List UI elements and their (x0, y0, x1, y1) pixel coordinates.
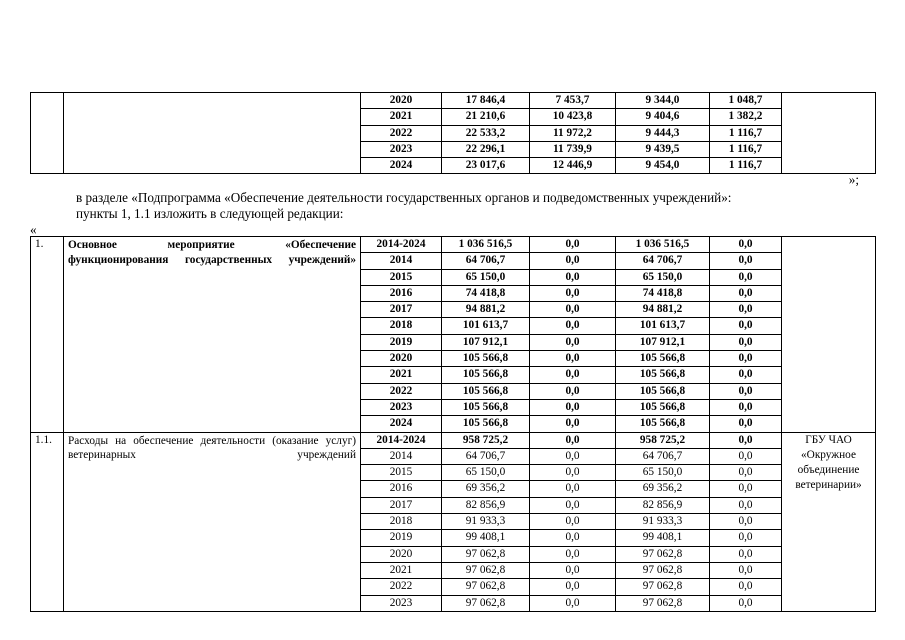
value-cell: 0,0 (530, 497, 616, 513)
value-cell: 97 062,8 (616, 546, 710, 562)
year-cell: 2022 (361, 125, 442, 141)
value-cell: 65 150,0 (442, 465, 530, 481)
value-cell: 105 566,8 (442, 383, 530, 399)
value-cell: 0,0 (710, 285, 782, 301)
value-cell: 105 566,8 (442, 367, 530, 383)
value-cell: 0,0 (530, 514, 616, 530)
value-cell: 105 566,8 (616, 351, 710, 367)
name-cell (64, 93, 361, 174)
value-cell: 0,0 (710, 546, 782, 562)
value-cell: 0,0 (530, 237, 616, 253)
value-cell: 21 210,6 (442, 109, 530, 125)
value-cell: 64 706,7 (442, 448, 530, 464)
value-cell: 99 408,1 (442, 530, 530, 546)
value-cell: 0,0 (710, 318, 782, 334)
value-cell: 10 423,8 (530, 109, 616, 125)
value-cell: 97 062,8 (616, 595, 710, 611)
value-cell: 0,0 (710, 399, 782, 415)
value-cell: 0,0 (710, 383, 782, 399)
value-cell: 0,0 (710, 579, 782, 595)
value-cell: 23 017,6 (442, 158, 530, 174)
value-cell: 0,0 (530, 595, 616, 611)
number-cell (31, 93, 64, 174)
value-cell: 105 566,8 (616, 367, 710, 383)
value-cell: 64 706,7 (442, 253, 530, 269)
responsible-cell (782, 237, 876, 433)
opening-quote: « (30, 222, 37, 237)
value-cell: 12 446,9 (530, 158, 616, 174)
value-cell: 1 048,7 (710, 93, 782, 109)
value-cell: 91 933,3 (616, 514, 710, 530)
year-cell: 2014 (361, 448, 442, 464)
table-row (31, 432, 876, 448)
value-cell: 0,0 (710, 253, 782, 269)
value-cell: 0,0 (530, 465, 616, 481)
value-cell: 0,0 (710, 530, 782, 546)
year-cell: 2023 (361, 141, 442, 157)
value-cell: 0,0 (530, 416, 616, 432)
value-cell: 107 912,1 (616, 334, 710, 350)
items-instruction: пункты 1, 1.1 изложить в следующей редакции: (76, 206, 344, 221)
year-cell: 2022 (361, 383, 442, 399)
value-cell: 0,0 (530, 351, 616, 367)
value-cell: 11 739,9 (530, 141, 616, 157)
year-cell: 2014-2024 (361, 432, 442, 448)
value-cell: 94 881,2 (442, 302, 530, 318)
value-cell: 74 418,8 (616, 285, 710, 301)
item-number: 1. (31, 237, 64, 433)
value-cell: 0,0 (530, 367, 616, 383)
section-instruction: в разделе «Подпрограмма «Обеспечение деятельности государственных органов и подведомственных учреждений»: (76, 190, 732, 205)
value-cell: 0,0 (530, 530, 616, 546)
year-cell: 2015 (361, 465, 442, 481)
value-cell: 0,0 (530, 579, 616, 595)
value-cell: 0,0 (710, 595, 782, 611)
value-cell: 1 036 516,5 (442, 237, 530, 253)
year-cell: 2016 (361, 481, 442, 497)
value-cell: 0,0 (710, 432, 782, 448)
item-name: Основное мероприятие «Обеспечение функционирования государственных учреждений» (64, 237, 361, 433)
value-cell: 91 933,3 (442, 514, 530, 530)
value-cell: 105 566,8 (616, 399, 710, 415)
value-cell: 958 725,2 (616, 432, 710, 448)
value-cell: 65 150,0 (616, 465, 710, 481)
value-cell: 0,0 (530, 562, 616, 578)
value-cell: 105 566,8 (442, 399, 530, 415)
year-cell: 2014 (361, 253, 442, 269)
value-cell: 0,0 (710, 481, 782, 497)
value-cell: 101 613,7 (616, 318, 710, 334)
value-cell: 9 444,3 (616, 125, 710, 141)
value-cell: 105 566,8 (616, 416, 710, 432)
value-cell: 0,0 (530, 334, 616, 350)
value-cell: 9 439,5 (616, 141, 710, 157)
value-cell: 74 418,8 (442, 285, 530, 301)
value-cell: 105 566,8 (616, 383, 710, 399)
value-cell: 65 150,0 (616, 269, 710, 285)
value-cell: 101 613,7 (442, 318, 530, 334)
responsible-cell: ГБУ ЧАО «Окружное объединение ветеринарии» (782, 432, 876, 611)
year-cell: 2020 (361, 93, 442, 109)
year-cell: 2022 (361, 579, 442, 595)
value-cell: 0,0 (530, 302, 616, 318)
year-cell: 2021 (361, 109, 442, 125)
value-cell: 1 036 516,5 (616, 237, 710, 253)
value-cell: 99 408,1 (616, 530, 710, 546)
table-row (31, 237, 876, 253)
value-cell: 958 725,2 (442, 432, 530, 448)
year-cell: 2017 (361, 497, 442, 513)
year-cell: 2017 (361, 302, 442, 318)
value-cell: 105 566,8 (442, 416, 530, 432)
value-cell: 82 856,9 (442, 497, 530, 513)
value-cell: 64 706,7 (616, 448, 710, 464)
value-cell: 69 356,2 (442, 481, 530, 497)
year-cell: 2021 (361, 562, 442, 578)
year-cell: 2016 (361, 285, 442, 301)
year-cell: 2014-2024 (361, 237, 442, 253)
year-cell: 2015 (361, 269, 442, 285)
top-table (30, 92, 876, 174)
value-cell: 97 062,8 (616, 579, 710, 595)
value-cell: 9 344,0 (616, 93, 710, 109)
value-cell: 0,0 (530, 399, 616, 415)
value-cell: 9 454,0 (616, 158, 710, 174)
year-cell: 2023 (361, 399, 442, 415)
value-cell: 0,0 (530, 448, 616, 464)
year-cell: 2023 (361, 595, 442, 611)
value-cell: 0,0 (710, 448, 782, 464)
year-cell: 2019 (361, 334, 442, 350)
value-cell: 0,0 (710, 351, 782, 367)
value-cell: 0,0 (530, 546, 616, 562)
year-cell: 2019 (361, 530, 442, 546)
value-cell: 7 453,7 (530, 93, 616, 109)
value-cell: 0,0 (530, 432, 616, 448)
year-cell: 2020 (361, 351, 442, 367)
year-cell: 2018 (361, 514, 442, 530)
value-cell: 64 706,7 (616, 253, 710, 269)
value-cell: 82 856,9 (616, 497, 710, 513)
year-cell: 2024 (361, 158, 442, 174)
value-cell: 107 912,1 (442, 334, 530, 350)
value-cell: 1 116,7 (710, 125, 782, 141)
value-cell: 0,0 (710, 269, 782, 285)
value-cell: 97 062,8 (442, 595, 530, 611)
value-cell: 1 116,7 (710, 158, 782, 174)
value-cell: 97 062,8 (616, 562, 710, 578)
value-cell: 0,0 (710, 465, 782, 481)
value-cell: 0,0 (710, 302, 782, 318)
closing-quote: »; (848, 172, 859, 187)
value-cell: 1 116,7 (710, 141, 782, 157)
value-cell: 17 846,4 (442, 93, 530, 109)
item-number: 1.1. (31, 432, 64, 611)
value-cell: 0,0 (530, 481, 616, 497)
value-cell: 0,0 (710, 514, 782, 530)
value-cell: 0,0 (530, 253, 616, 269)
value-cell: 97 062,8 (442, 546, 530, 562)
value-cell: 0,0 (710, 497, 782, 513)
main-table (30, 236, 876, 612)
year-cell: 2018 (361, 318, 442, 334)
item-name: Расходы на обеспечение деятельности (оказание услуг) ветеринарных учреждений (64, 432, 361, 611)
value-cell: 0,0 (710, 237, 782, 253)
value-cell: 22 533,2 (442, 125, 530, 141)
value-cell: 105 566,8 (442, 351, 530, 367)
value-cell: 1 382,2 (710, 109, 782, 125)
value-cell: 97 062,8 (442, 579, 530, 595)
value-cell: 0,0 (710, 367, 782, 383)
value-cell: 22 296,1 (442, 141, 530, 157)
value-cell: 9 404,6 (616, 109, 710, 125)
value-cell: 97 062,8 (442, 562, 530, 578)
value-cell: 0,0 (530, 318, 616, 334)
responsible-cell (782, 93, 876, 174)
value-cell: 0,0 (530, 269, 616, 285)
value-cell: 69 356,2 (616, 481, 710, 497)
value-cell: 0,0 (710, 416, 782, 432)
value-cell: 11 972,2 (530, 125, 616, 141)
value-cell: 94 881,2 (616, 302, 710, 318)
year-cell: 2024 (361, 416, 442, 432)
value-cell: 0,0 (530, 285, 616, 301)
value-cell: 0,0 (710, 334, 782, 350)
year-cell: 2020 (361, 546, 442, 562)
year-cell: 2021 (361, 367, 442, 383)
table-row (31, 93, 876, 109)
value-cell: 0,0 (710, 562, 782, 578)
value-cell: 65 150,0 (442, 269, 530, 285)
value-cell: 0,0 (530, 383, 616, 399)
